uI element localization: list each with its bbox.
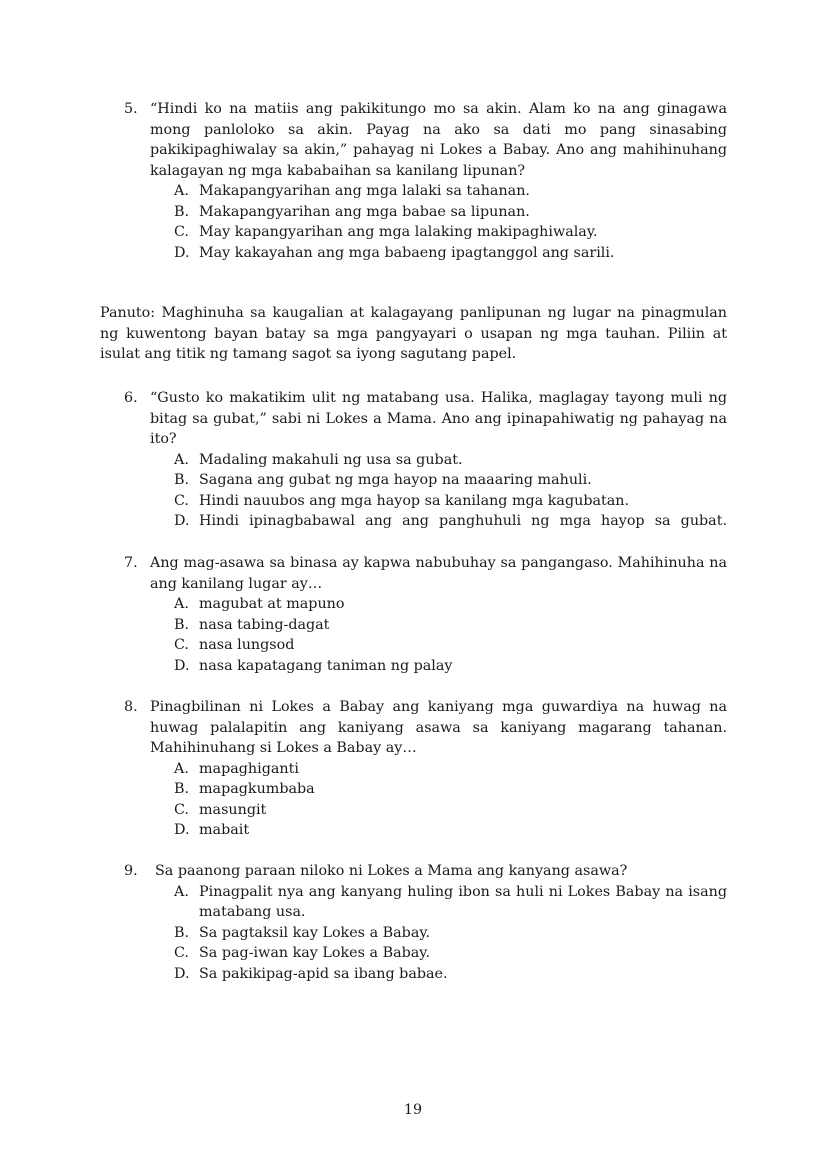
choice-text: Hindi nauubos ang mga hayop sa kanilang mga kagubatan. bbox=[199, 492, 630, 509]
choice-text: Sa pakikipag-apid sa ibang babae. bbox=[199, 965, 448, 982]
choice-text: Pinagpalit nya ang kanyang huling ibon sa huli ni Lokes Babay na isang matabang usa. bbox=[199, 883, 727, 920]
question-7 bbox=[124, 553, 727, 676]
choice-letter: C. bbox=[174, 801, 189, 818]
choice-text: Sagana ang gubat ng mga hayop na maaaring mahuli. bbox=[199, 472, 592, 488]
choice-text: nasa kapatagang taniman ng palay bbox=[199, 657, 453, 674]
choice-b bbox=[174, 615, 727, 636]
question-9 bbox=[124, 861, 727, 984]
choice-text: Sa pagtaksil kay Lokes a Babay. bbox=[199, 924, 431, 941]
question-text: Pinagbilinan ni Lokes a Babay ang kaniyang mga guwardiya na huwag na huwag palalapitin ang kaniyang asawa sa kaniyang magarang tahanan. Mahihinuhang si Lokes a Babay ay… bbox=[150, 699, 727, 756]
choice-a bbox=[174, 882, 727, 923]
choice-letter: B. bbox=[174, 203, 190, 220]
choice-text: mapagkumbaba bbox=[199, 781, 315, 797]
choice-letter: D. bbox=[174, 965, 190, 982]
choice-letter: B. bbox=[174, 616, 190, 633]
choice-c bbox=[174, 943, 727, 964]
choice-letter: A. bbox=[174, 451, 189, 468]
choice-letter: A. bbox=[174, 883, 189, 900]
choice-letter: D. bbox=[174, 822, 190, 838]
choice-b bbox=[174, 470, 727, 491]
choice-letter: B. bbox=[174, 781, 190, 797]
choice-a bbox=[174, 594, 727, 615]
question-text: Ang mag-asawa sa binasa ay kapwa nabubuhay sa pangangaso. Mahihinuha na ang kanilang lugar ay… bbox=[150, 555, 727, 592]
question-number: 9. bbox=[124, 863, 138, 879]
choice-letter: C. bbox=[174, 224, 189, 240]
choice-d bbox=[174, 511, 727, 532]
choice-list bbox=[124, 181, 727, 263]
choice-letter: A. bbox=[174, 596, 189, 612]
choice-list bbox=[124, 450, 727, 532]
choice-text: mabait bbox=[199, 822, 250, 838]
question-text: “Gusto ko makatikim ulit ng matabang usa. Halika, maglagay tayong muli ng bitag sa gubat,” sabi ni Lokes a Mama. Ano ang ipinapahiwatig ng pahayag na ito? bbox=[150, 390, 727, 447]
choice-text: nasa lungsod bbox=[199, 637, 295, 653]
choice-letter: C. bbox=[174, 492, 189, 509]
choice-d bbox=[174, 964, 727, 985]
question-8 bbox=[124, 697, 727, 841]
choice-text: May kapangyarihan ang mga lalaking makipaghiwalay. bbox=[199, 224, 598, 240]
choice-text: Makapangyarihan ang mga babae sa lipunan. bbox=[199, 203, 530, 220]
choice-letter: C. bbox=[174, 637, 189, 653]
choice-text: Sa pag-iwan kay Lokes a Babay. bbox=[199, 945, 431, 961]
choice-letter: D. bbox=[174, 657, 190, 674]
choice-a bbox=[174, 181, 727, 202]
question-number: 6. bbox=[124, 390, 138, 406]
choice-text: mapaghiganti bbox=[199, 760, 299, 777]
choice-c bbox=[174, 635, 727, 656]
choice-a bbox=[174, 450, 727, 471]
choice-text: nasa tabing-dagat bbox=[199, 616, 330, 633]
choice-text: Makapangyarihan ang mga lalaki sa tahanan. bbox=[199, 183, 530, 199]
choice-text: Hindi ipinagbabawal ang ang panghuhuli ng mga hayop sa gubat. bbox=[199, 513, 727, 529]
choice-list bbox=[124, 882, 727, 985]
question-5 bbox=[124, 99, 727, 263]
choice-b bbox=[174, 202, 727, 223]
choice-d bbox=[174, 243, 727, 264]
choice-text: Madaling makahuli ng usa sa gubat. bbox=[199, 451, 463, 468]
directions-paragraph: Panuto: Maghinuha sa kaugalian at kalagayang panlipunan ng lugar na pinagmulan ng kuwentong bayan batay sa mga pangyayari o usapan ng mga tauhan. Piliin at isulat ang titik ng tamang sagot sa iyong sagutang papel. bbox=[100, 305, 727, 362]
choice-b bbox=[174, 923, 727, 944]
question-text: “Hindi ko na matiis ang pakikitungo mo sa akin. Alam ko na ang ginagawa mong panloloko sa akin. Payag na ako sa dati mo pang sinasabing pakikipaghiwalay sa akin,” pahayag ni Lokes a Babay. Ano ang mahihinuhang kalagayan ng mga kababaihan sa kanilang lipunan? bbox=[150, 101, 727, 179]
choice-letter: D. bbox=[174, 244, 190, 261]
question-number: 8. bbox=[124, 699, 138, 715]
choice-text: masungit bbox=[199, 801, 267, 818]
choice-d bbox=[174, 820, 727, 841]
choice-b bbox=[174, 779, 727, 800]
choice-letter: A. bbox=[174, 183, 189, 199]
choice-letter: D. bbox=[174, 513, 190, 529]
choice-letter: C. bbox=[174, 945, 189, 961]
question-number: 7. bbox=[124, 555, 138, 571]
question-number: 5. bbox=[124, 101, 138, 117]
choice-c bbox=[174, 491, 727, 512]
choice-text: May kakayahan ang mga babaeng ipagtanggol ang sarili. bbox=[199, 244, 615, 261]
page-number: 19 bbox=[403, 1102, 423, 1118]
choice-a bbox=[174, 759, 727, 780]
choice-list bbox=[124, 759, 727, 841]
choice-letter: B. bbox=[174, 924, 190, 941]
choice-list bbox=[124, 594, 727, 676]
choice-letter: A. bbox=[174, 760, 189, 777]
choice-d bbox=[174, 656, 727, 677]
question-6 bbox=[124, 388, 727, 532]
choice-c bbox=[174, 222, 727, 243]
question-text: Sa paanong paraan niloko ni Lokes a Mama ang kanyang asawa? bbox=[155, 863, 628, 879]
choice-text: magubat at mapuno bbox=[199, 596, 345, 612]
choice-c bbox=[174, 800, 727, 821]
choice-letter: B. bbox=[174, 472, 190, 488]
